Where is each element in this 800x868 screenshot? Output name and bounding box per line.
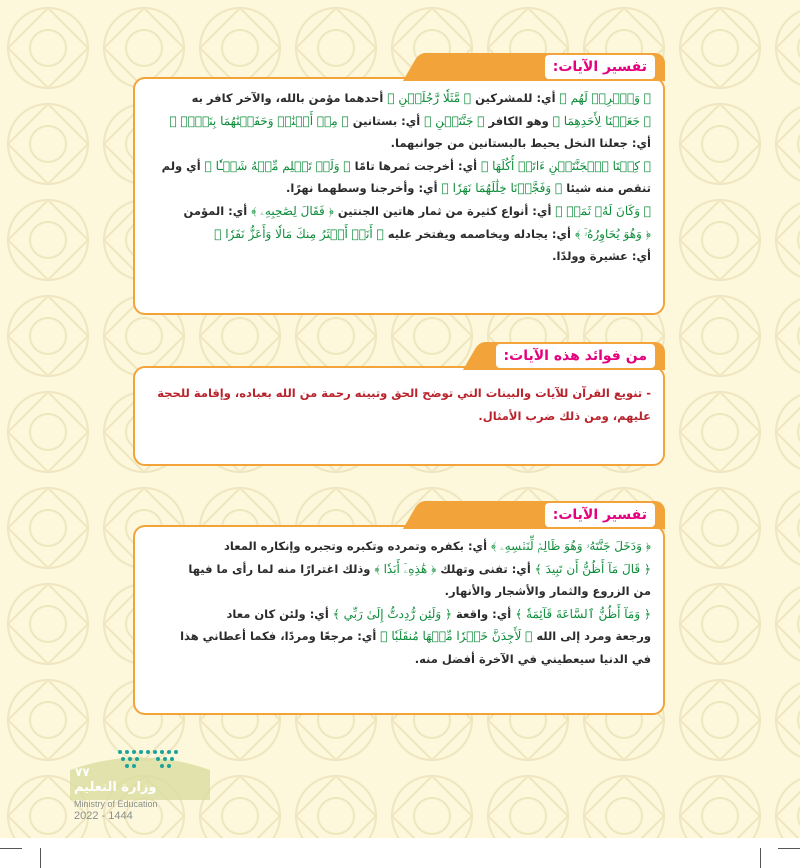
quran-verse: ﴿ وَكَانَ لَهُۥ ثَمَرٞ ﴾	[555, 203, 651, 218]
explanation-text: أي: وأخرجنا وسطهما نهرًا.	[285, 181, 442, 196]
text-line	[145, 110, 651, 133]
quran-verse: ﴿ هَٰذِهِۦٓ أَبَدٗا ﴾	[374, 561, 437, 576]
text-line	[145, 132, 651, 155]
text-line	[145, 245, 651, 268]
quran-verse: ﴿ لَأَجِدَنَّ خَيۡرٗا مِّنۡهَا مُنقَلَبٗا ﴾	[380, 629, 533, 644]
quran-verse: ﴿ وَٱضۡرِبۡ لَهُم ﴾	[559, 91, 651, 105]
section-title: من فوائد هذه الآيات:	[503, 348, 647, 364]
quran-verse: ﴿ أَنَا۠ أَكۡثَرُ مِنكَ مَالٗا وَأَعَزُّ نَفَرٗا ﴾	[214, 226, 384, 241]
card-body	[135, 368, 663, 435]
text-line	[145, 535, 651, 558]
explanation-text: وهو الكافر	[484, 113, 553, 128]
tab-label-box	[496, 344, 655, 368]
explanation-text: في الدنيا سيعطيني في الآخرة أفضل منه.	[414, 651, 651, 666]
tafsir-card-1	[133, 59, 665, 315]
explanation-text: أي: واقعة	[452, 606, 516, 621]
card-body	[135, 79, 663, 276]
explanation-text: ورجعة ومرد إلى الله	[532, 629, 651, 644]
explanation-text: أي: المؤمن	[183, 203, 252, 218]
text-line	[145, 558, 651, 581]
tafsir-card-2	[133, 507, 665, 715]
quran-verse: ﴿ وَمَآ أَظُنُّ ٱلسَّاعَةَ قَآئِمَةٗ ﴾	[515, 606, 651, 621]
tab-label-box	[545, 503, 655, 527]
card-tab	[485, 342, 665, 370]
tab-label-box	[545, 55, 655, 79]
page-number: ٧٧	[75, 765, 90, 779]
card-tab	[425, 53, 665, 81]
explanation-text: أحدهما مؤمن بالله، والآخر كافر به	[191, 91, 388, 105]
crop-mark	[778, 848, 800, 849]
text-line	[145, 625, 651, 648]
text-line	[145, 648, 651, 671]
explanation-text: أي: بكفره وتمرده وتكبره وتجبره وإنكاره المعاد	[223, 539, 492, 553]
quran-verse: ﴿ وَدَخَلَ جَنَّتَهُۥ وَهُوَ ظَالِمٞ لِّنَفۡسِهِۦ ﴾	[491, 539, 651, 553]
explanation-text: أي: تفنى وتهلك	[436, 561, 535, 576]
edition-year: 2022 - 1444	[74, 810, 133, 822]
quran-verse: ﴿ وَلَئِن رُّدِدتُّ إِلَىٰ رَبِّي ﴾	[332, 606, 453, 621]
text-line	[145, 155, 651, 178]
quran-verse: ﴿ فَقَالَ لِصَٰحِبِهِۦ ﴾	[251, 203, 334, 218]
explanation-text: أي: بستانين	[348, 113, 425, 128]
explanation-text: أي: يجادله ويخاصمه ويفتخر عليه	[383, 226, 575, 241]
card-body	[135, 527, 663, 679]
text-line	[145, 177, 651, 200]
section-title: تفسير الآيات:	[552, 507, 647, 523]
crop-mark	[760, 848, 761, 868]
text-line	[145, 603, 651, 626]
explanation-text: من الزروع والثمار والأشجار والأنهار.	[444, 584, 651, 599]
quran-verse: ﴿ مِنۡ أَعۡنَٰبٖ وَحَفَفۡنَٰهُمَا بِنَخۡلٖ ﴾	[169, 113, 349, 128]
text-line	[145, 580, 651, 603]
explanation-text: وذلك اغترارًا منه لما رأى ما فيها	[188, 561, 375, 576]
benefits-card	[133, 348, 665, 466]
benefit-text: - تنويع القرآن للآيات والبينات التي توضح الحق وتبينه رحمة من الله بعباده، وإقامة للحجة	[157, 386, 651, 400]
bottom-margin	[0, 838, 800, 868]
explanation-text: أي: عشيرة وولدًا.	[552, 249, 651, 264]
text-line	[145, 405, 651, 428]
benefit-text: عليهم، ومن ذلك ضرب الأمثال.	[478, 408, 651, 423]
quran-verse: ﴿ جَنَّتَيۡنِ ﴾	[424, 113, 485, 128]
quran-verse: ﴿ وَلَمۡ تَظۡلِم مِّنۡهُ شَيۡـٔٗا ﴾	[204, 158, 351, 173]
explanation-text: أي: أخرجت ثمرها تامًا	[350, 158, 482, 173]
text-line	[145, 87, 651, 110]
card-tab	[425, 501, 665, 529]
ministry-name-english: Ministry of Education	[74, 799, 158, 809]
explanation-text: أي: ولئن كان معاد	[226, 606, 333, 621]
quran-verse: ﴿ جَعَلۡنَا لِأَحَدِهِمَا ﴾	[552, 113, 651, 128]
quran-verse: ﴿ وَهُوَ يُحَاوِرُهُۥٓ ﴾	[574, 226, 651, 241]
explanation-text: أي: جعلنا النخل يحيط بالبستانين من جوانبهما.	[390, 136, 651, 151]
text-line	[145, 382, 651, 405]
ministry-name-arabic: وزارة التعليم	[74, 780, 157, 795]
explanation-text: أي: أنواع كثيرة من ثمار هاتين الجنتين	[333, 203, 556, 218]
quran-verse: ﴿ مَّثَلٗا رَّجُلَيۡنِ ﴾	[387, 91, 472, 105]
text-line	[145, 223, 651, 246]
text-line	[145, 200, 651, 223]
explanation-text: أي: للمشركين	[471, 91, 560, 105]
section-title: تفسير الآيات:	[552, 59, 647, 75]
crop-mark	[40, 848, 41, 868]
quran-verse: ﴿ وَفَجَّرۡنَا خِلَٰلَهُمَا نَهَرٗا ﴾	[441, 181, 563, 196]
explanation-text: أي ولم	[161, 158, 205, 173]
explanation-text: أي: مرجعًا ومردًا، فكما أعطاني هذا	[180, 629, 381, 644]
quran-verse: ﴿ قَالَ مَآ أَظُنُّ أَن تَبِيدَ ﴾	[534, 561, 651, 576]
crop-mark	[0, 848, 22, 849]
explanation-text: تنقص منه شيئا	[562, 181, 651, 196]
quran-verse: ﴿ كِلۡتَا ٱلۡجَنَّتَيۡنِ ءَاتَتۡ أُكُلَهَا ﴾	[481, 158, 651, 173]
